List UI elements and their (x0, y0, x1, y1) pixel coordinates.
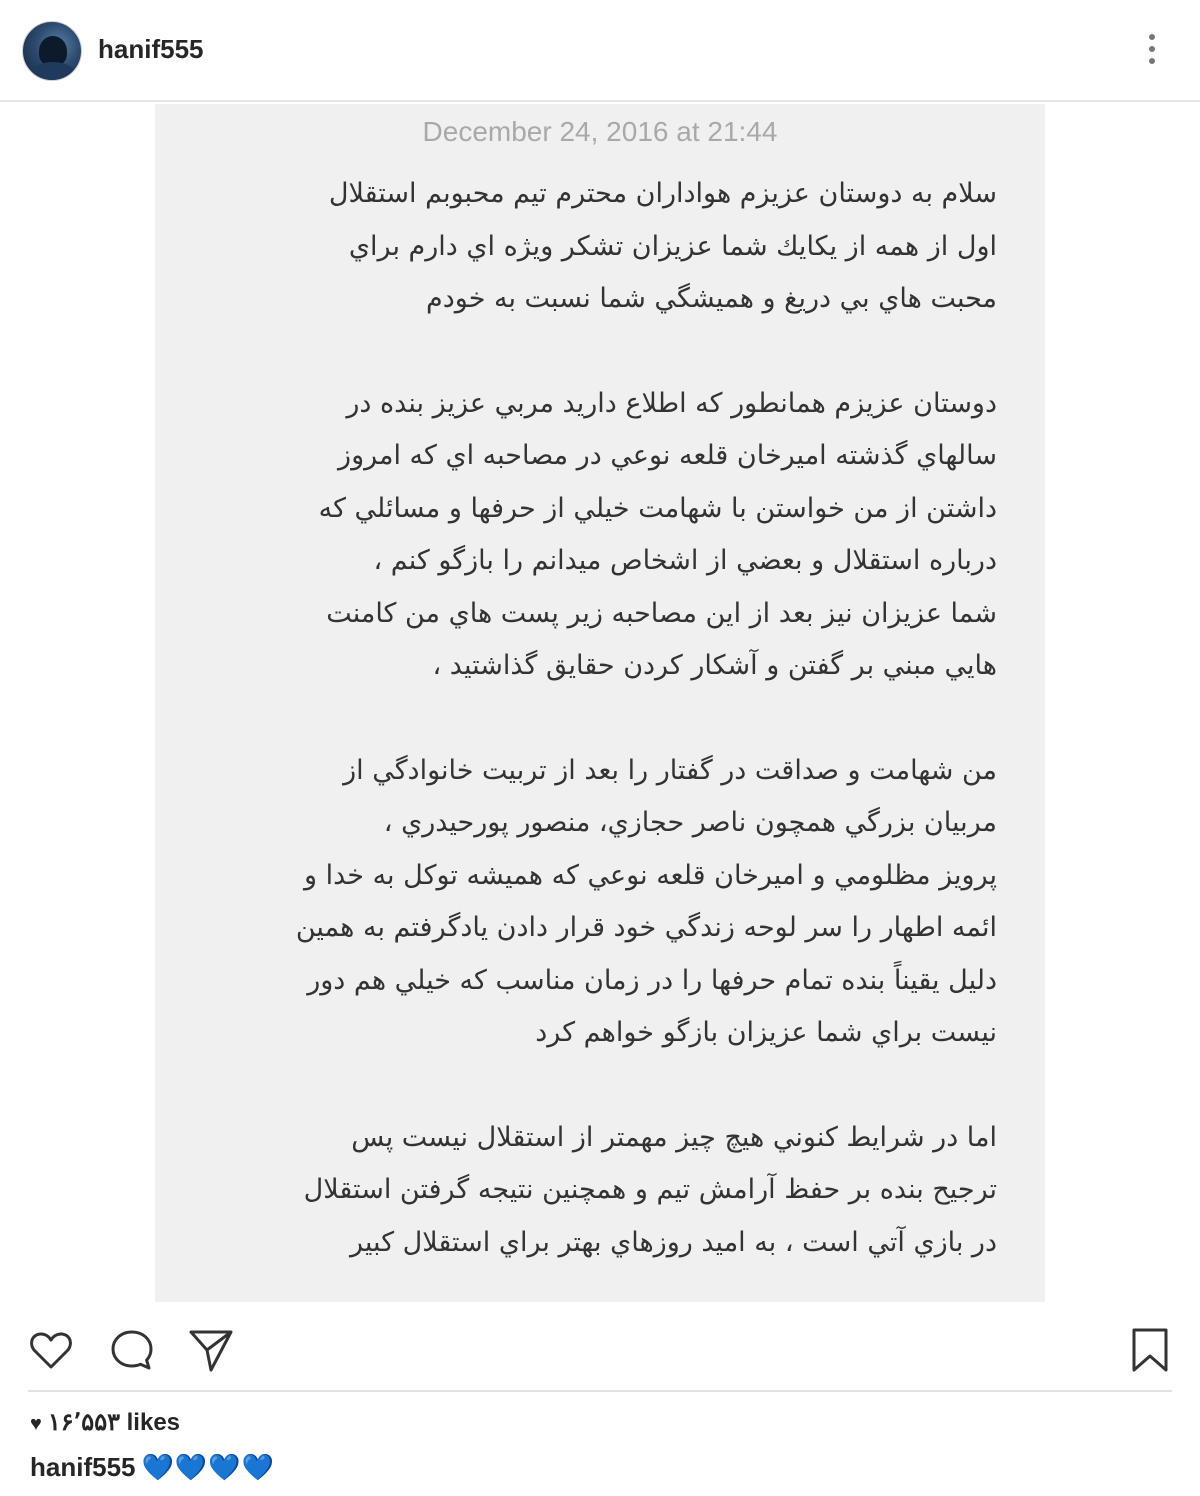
comment-bubble-icon[interactable] (108, 1326, 156, 1374)
note-line: ائمه اطهار را سر لوحه زندگي خود قرار دادن یادگرفتم به همین (295, 912, 997, 943)
send-paper-plane-icon[interactable] (187, 1326, 235, 1374)
note-line: نیست براي شما عزیزان بازگو خواهم کرد (535, 1017, 997, 1048)
note-line: دلیل یقیناً بنده تمام حرفها را در زمان مناسب که خیلي هم دور (307, 964, 997, 996)
post-action-bar (0, 1320, 1200, 1380)
likes-count-text: ۱۶٬۵۵۳ likes (47, 1409, 181, 1436)
note-line: ترجیح بنده بر حفظ آرامش تیم و همچنین نتیجه گرفتن استقلال (303, 1174, 997, 1205)
divider (28, 1390, 1172, 1392)
note-line: شما عزیزان نیز بعد از این مصاحبه زیر پست هاي من کامنت (326, 597, 997, 629)
post-image (155, 104, 1045, 1302)
note-line: دوستان عزیزم همانطور که اطلاع دارید مربي عزیز بنده در (346, 387, 997, 419)
bookmark-icon[interactable] (1126, 1326, 1174, 1374)
caption-username[interactable]: hanif555 (30, 1452, 136, 1482)
note-paragraph (215, 745, 997, 1060)
note-line: داشتن از من خواستن با شهامت خیلي از حرفها و مسائلي که (318, 492, 997, 524)
note-line: محبت هاي بي دریغ و همیشگي شما نسبت به خودم (426, 283, 997, 314)
note-line: مربیان بزرگي همچون ناصر حجازي، منصور پورحیدري ، (383, 807, 997, 838)
avatar-body-shape (31, 62, 75, 81)
note-line: پرویز مظلومي و امیرخان قلعه نوعي که همیشه توکل به خدا و (304, 859, 997, 891)
note-line: من شهامت و صداقت در گفتار را بعد از تربیت خانوادگي از (343, 754, 997, 786)
note-line: سالهاي گذشته امیرخان قلعه نوعي در مصاحبه اي که امروز (338, 440, 997, 471)
note-line: اول از همه از یکایك شما عزیزان تشکر ویژه اي دارم براي (348, 230, 997, 262)
note-paragraph (215, 1112, 997, 1270)
note-line: هایي مبني بر گفتن و آشکار کردن حقایق گذاشتید ، (432, 650, 997, 681)
post-header (0, 0, 1200, 102)
note-paragraph (215, 168, 997, 326)
note-line: اما در شرایط کنوني هیچ چیز مهمتر از استقلال نیست پس (351, 1121, 997, 1153)
note-body-text (215, 168, 997, 1321)
note-paragraph (215, 378, 997, 693)
post-username[interactable]: hanif555 (98, 34, 204, 64)
heart-outline-icon[interactable] (27, 1326, 75, 1374)
note-line: درباره استقلال و بعضي از اشخاص میدانم را بازگو کنم ، (373, 545, 997, 576)
avatar[interactable] (22, 21, 82, 81)
likes-count[interactable] (30, 1408, 180, 1437)
note-line: سلام به دوستان عزیزم هواداران محترم تیم محبوبم استقلال (328, 178, 997, 209)
note-line: در بازي آتي است ، به امید روزهاي بهتر براي استقلال کبیر (350, 1226, 997, 1258)
blue-hearts-emoji: 💙💙💙💙 (141, 1452, 275, 1482)
filled-heart-icon: ♥ (30, 1413, 42, 1435)
more-options-icon[interactable] (1140, 34, 1164, 70)
note-timestamp: December 24, 2016 at 21:44 (422, 116, 778, 147)
caption (30, 1452, 275, 1483)
